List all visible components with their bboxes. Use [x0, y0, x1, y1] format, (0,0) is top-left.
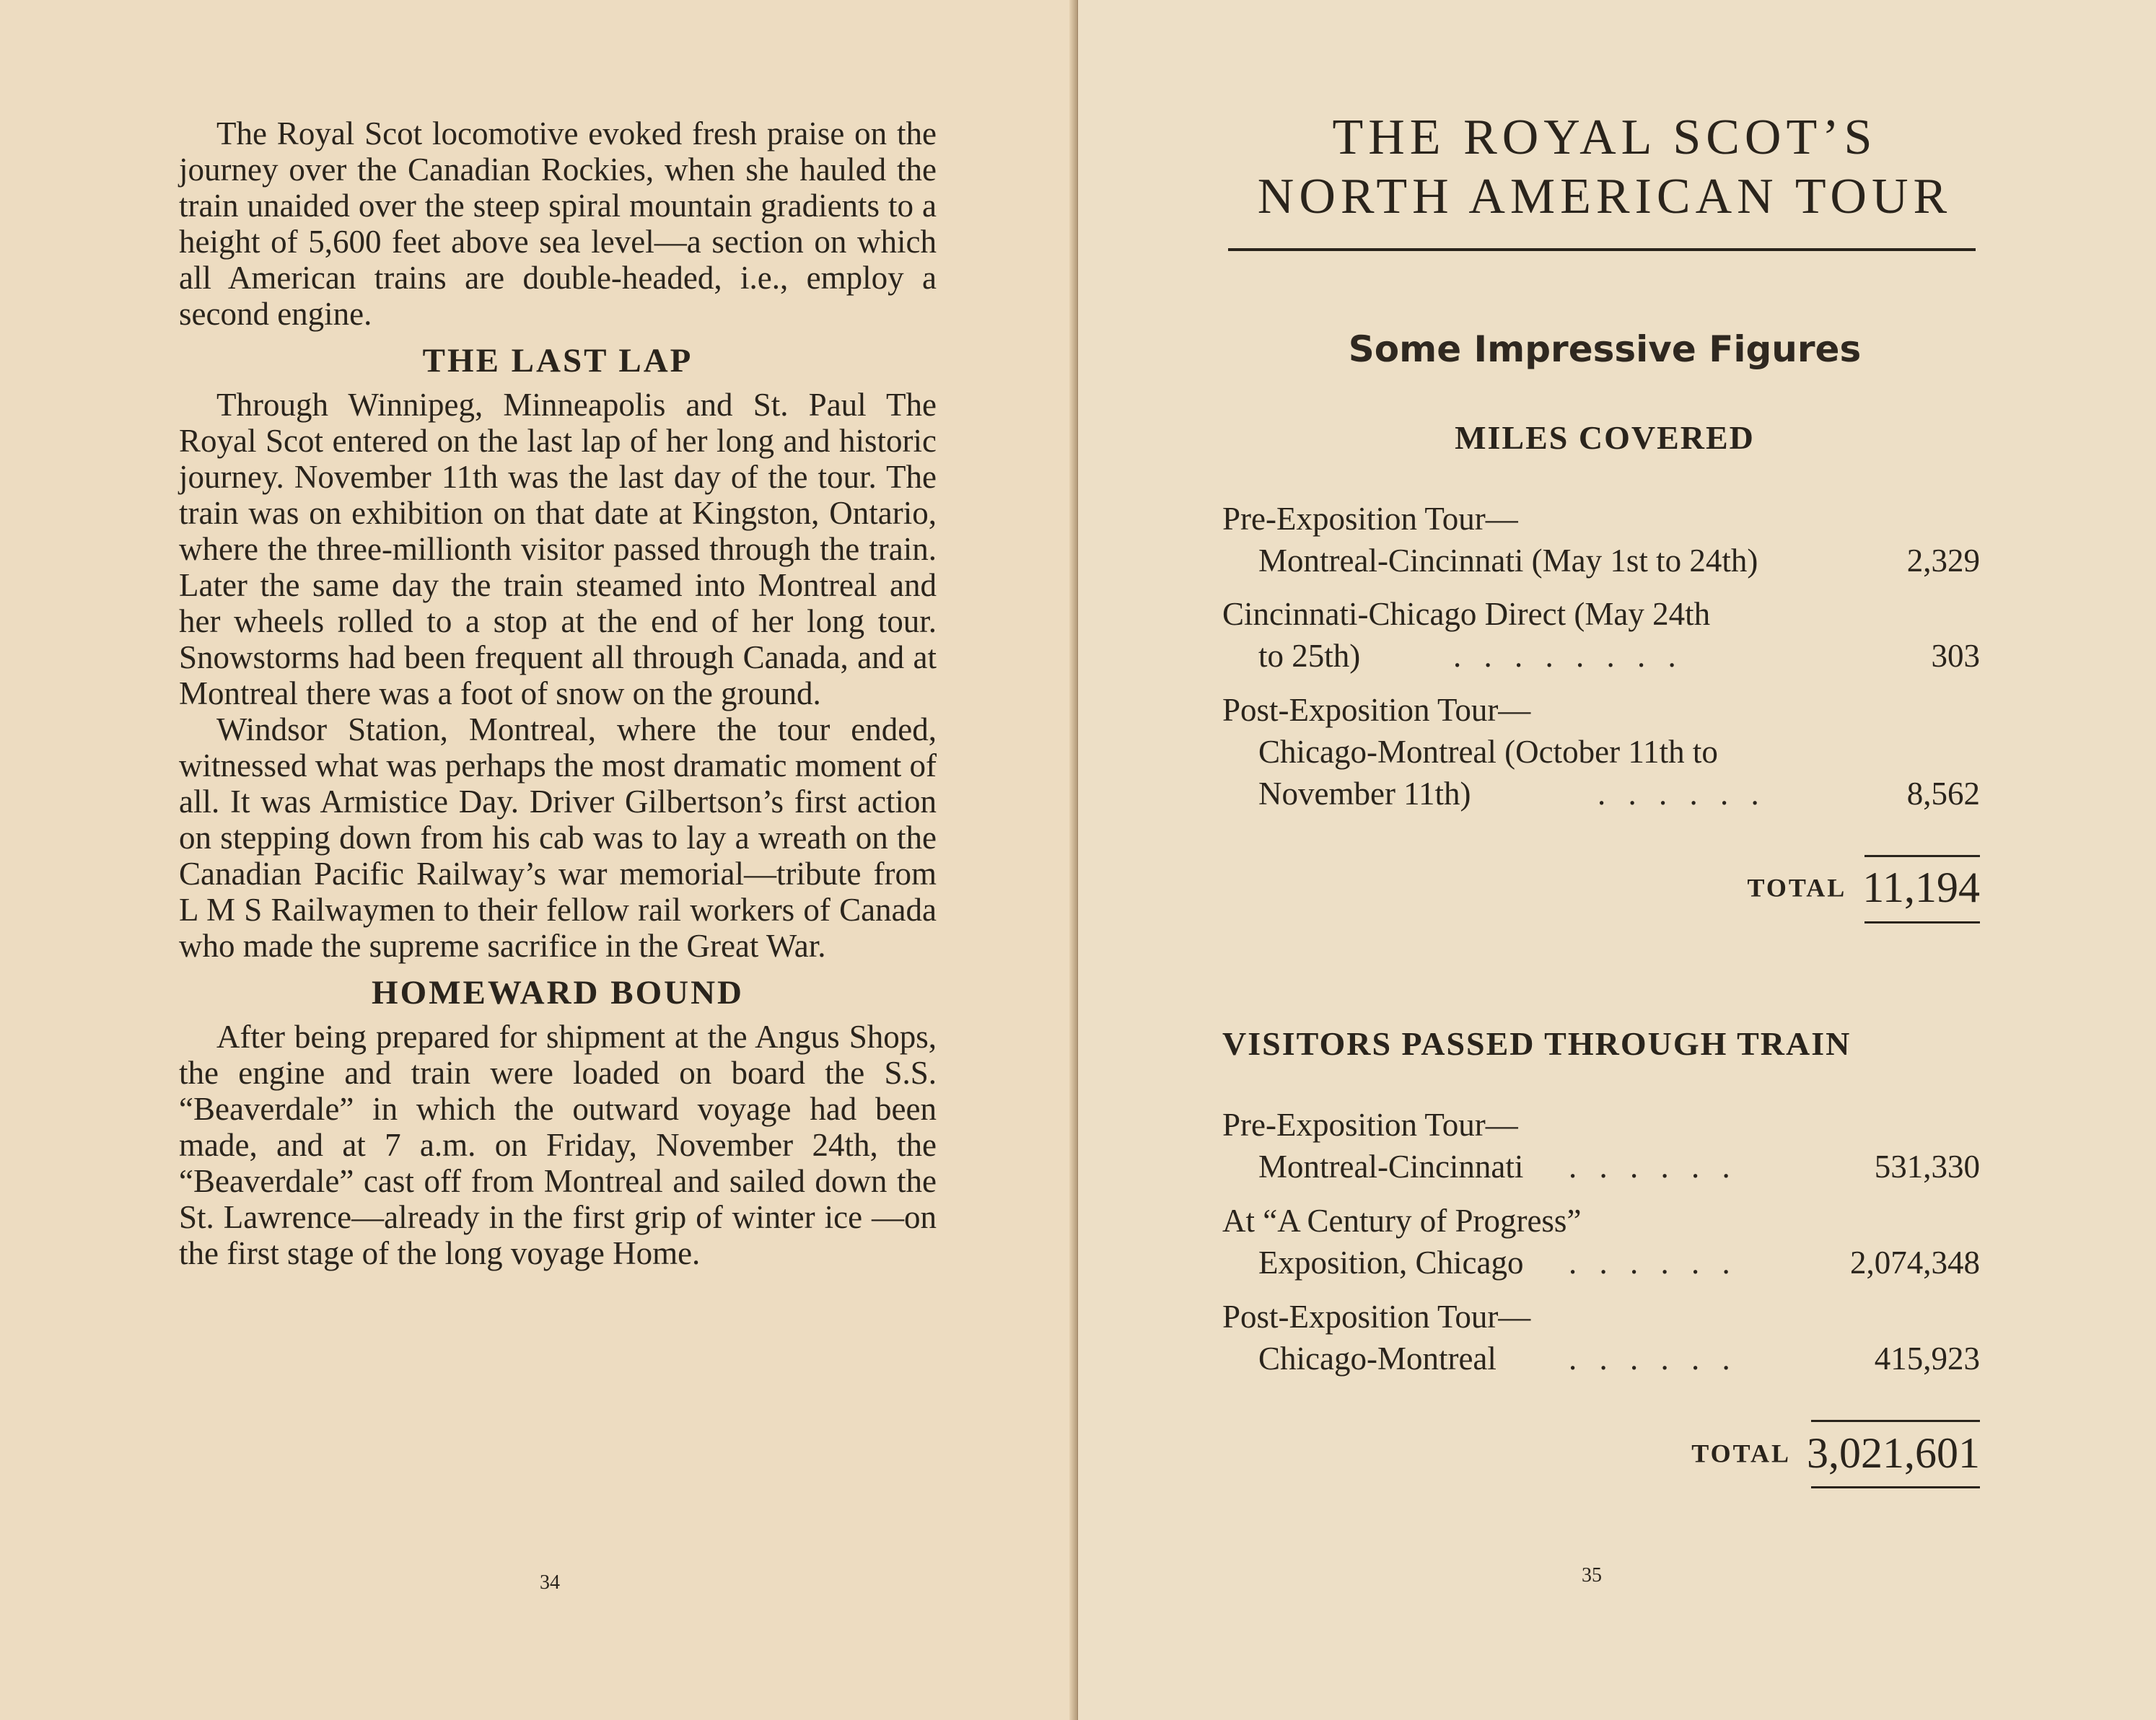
visitors-entry-century-of-progress: [1222, 1200, 1980, 1284]
entry-sublabel: Montreal-Cincinnati: [1258, 1149, 1524, 1185]
total-label: TOTAL: [1747, 873, 1847, 903]
entry-row: [1222, 773, 1980, 815]
visitors-total-underline: [1811, 1486, 1980, 1488]
total-value: 3,021,601: [1807, 1429, 1980, 1477]
entry-value: 2,074,348: [1850, 1245, 1980, 1281]
total-value: 11,194: [1862, 864, 1980, 911]
paragraph-rockies: The Royal Scot locomotive evoked fresh praise on the journey over the Canadian Rockies, when she hauled the train unaided over the steep spiral mountain gradients to a height of 5,600 feet above sea level—a section on which all American trains are double-headed, i.e., employ a second engine.: [179, 115, 937, 332]
leader-dots: . . . . . . . .: [1453, 638, 1683, 674]
page-title: [1222, 108, 1987, 227]
entry-label: Pre-Exposition Tour—: [1222, 501, 1518, 537]
leader-dots: . . . . . .: [1569, 1149, 1737, 1185]
entry-label: Post-Exposition Tour—: [1222, 692, 1531, 728]
miles-total-underline: [1864, 921, 1980, 923]
paragraph-windsor-station: Windsor Station, Montreal, where the tour ended, witnessed what was perhaps the most dramatic moment of all. It was Armistice Day. Driver Gilbertson’s first action on stepping down from his cab was to lay a wreath on the Canadian Pacific Railway’s war memorial—tribute from L M S Railwaymen to their fellow rail workers of Canada who made the supreme sacrifice in the Great War.: [179, 711, 937, 964]
visitors-sum-rule: [1811, 1420, 1980, 1422]
entry-value: 2,329: [1906, 543, 1980, 579]
entry-sublabel: Exposition, Chicago: [1258, 1245, 1524, 1281]
entry-row: [1222, 1338, 1980, 1379]
title-line-1: THE ROYAL SCOT’S: [1332, 110, 1877, 165]
miles-entry-post-exposition: [1222, 689, 1980, 815]
entry-value: 303: [1931, 638, 1980, 674]
miles-entry-cincinnati-chicago: [1222, 593, 1980, 677]
paragraph-last-lap: Through Winnipeg, Minneapolis and St. Paul The Royal Scot entered on the last lap of her long and historic journey. November 11th was the last day of the tour. The train was on exhibition on that date at Kingston, Ontario, where the three-millionth visitor passed through the train. Later the same day the train steamed into Montreal and her wheels rolled to a stop at the end of her long tour. Snowstorms had been frequent all through Canada, and at Montreal there was a foot of snow on the ground.: [179, 387, 937, 711]
entry-row: [1222, 540, 1980, 582]
entry-sublabel: November 11th): [1258, 776, 1471, 812]
entry-value: 415,923: [1874, 1341, 1980, 1377]
entry-sublabel: Chicago-Montreal: [1258, 1341, 1497, 1377]
total-label: TOTAL: [1691, 1439, 1791, 1468]
visitors-entry-post-exposition: [1222, 1296, 1980, 1379]
right-page: [1078, 0, 2156, 1720]
entry-row: [1222, 635, 1980, 677]
left-text-column: [179, 115, 937, 1271]
heading-homeward-bound: HOMEWARD BOUND: [372, 974, 744, 1012]
entry-row: [1222, 1146, 1980, 1188]
miles-heading: MILES COVERED: [1455, 419, 1755, 456]
entry-label: Pre-Exposition Tour—: [1222, 1107, 1518, 1143]
heading-last-lap: THE LAST LAP: [422, 342, 693, 379]
visitors-entry-pre-exposition: [1222, 1104, 1980, 1188]
entry-sublabel: Chicago-Montreal (October 11th to: [1258, 734, 1718, 770]
page-number-left: 34: [540, 1571, 560, 1594]
entry-row: [1222, 1242, 1980, 1284]
entry-value: 531,330: [1874, 1149, 1980, 1185]
subtitle: Some Impressive Figures: [1348, 328, 1862, 370]
leader-dots: . . . . . .: [1598, 776, 1766, 812]
miles-sum-rule: [1864, 855, 1980, 857]
miles-entry-pre-exposition: [1222, 498, 1980, 582]
entry-label: Post-Exposition Tour—: [1222, 1299, 1531, 1335]
paragraph-homeward: After being prepared for shipment at the Angus Shops, the engine and train were loaded on board the S.S. “Beaverdale” in which the outward voyage had been made, and at 7 a.m. on Friday, November 24th, the “Beaverdale” cast off from Montreal and sailed down the St. Lawrence—already in the first grip of winter ice —on the first stage of the long voyage Home.: [179, 1019, 937, 1271]
leader-dots: . . . . . .: [1569, 1341, 1737, 1377]
entry-sublabel: Montreal-Cincinnati (May 1st to 24th): [1258, 543, 1758, 579]
page-number-right: 35: [1582, 1564, 1602, 1587]
title-line-2: NORTH AMERICAN TOUR: [1257, 169, 1953, 224]
entry-label: At “A Century of Progress”: [1222, 1203, 1582, 1239]
leader-dots: . . . . . .: [1569, 1245, 1737, 1281]
visitors-heading: VISITORS PASSED THROUGH TRAIN: [1222, 1025, 1852, 1062]
entry-value: 8,562: [1906, 776, 1980, 812]
miles-total: [1748, 863, 1981, 913]
visitors-total: [1691, 1429, 1980, 1478]
entry-sublabel: to 25th): [1258, 638, 1361, 674]
entry-label: Cincinnati-Chicago Direct (May 24th: [1222, 596, 1711, 632]
title-underline: [1228, 248, 1976, 251]
